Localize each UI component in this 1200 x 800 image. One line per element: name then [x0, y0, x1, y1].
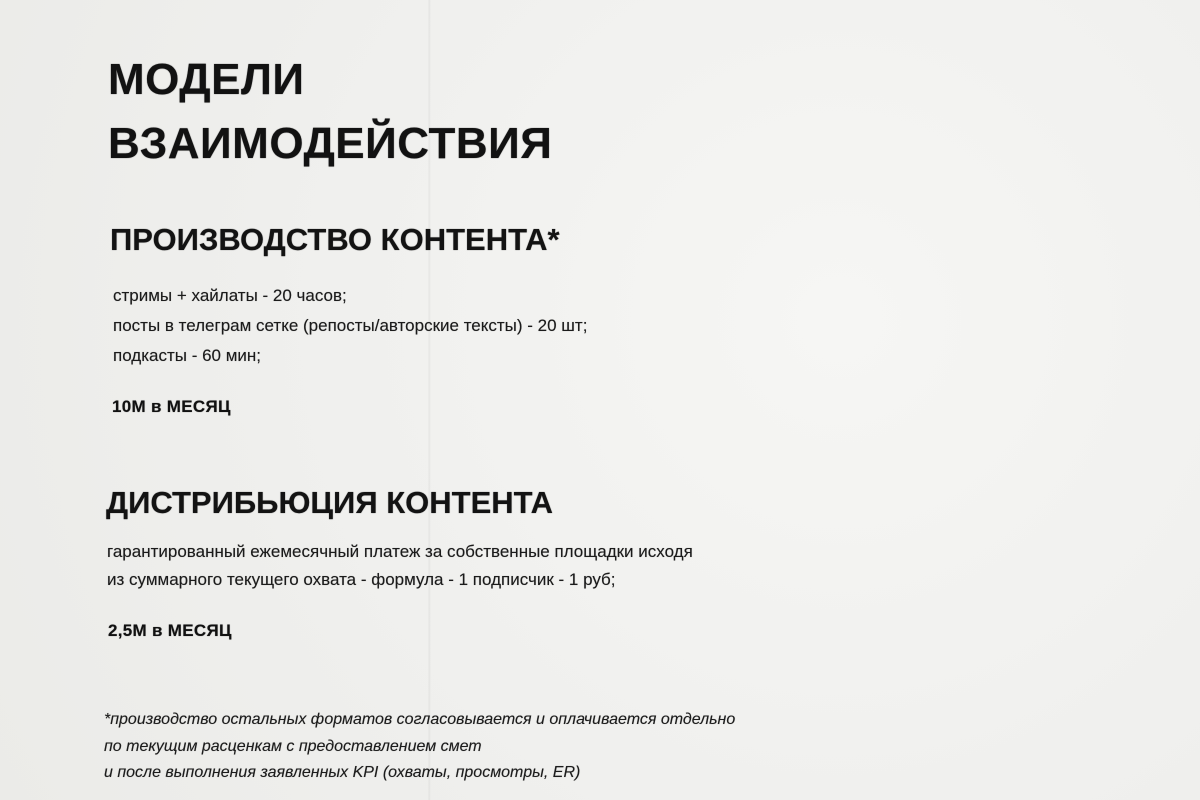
- production-heading: ПРОИЗВОДСТВО КОНТЕНТА*: [110, 222, 560, 257]
- footnote-line-1: *производство остальных форматов согласовывается и оплачивается отдельно: [104, 711, 736, 728]
- footnote-line-2: по текущим расценкам с предоставлением смет: [104, 738, 482, 755]
- production-item-posts: посты в телеграм сетке (репосты/авторские тексты) - 20 шт;: [113, 316, 588, 335]
- footnote-line-3: и после выполнения заявленных KPI (охваты, просмотры, ER): [104, 764, 581, 781]
- distribution-heading: ДИСТРИБЬЮЦИЯ КОНТЕНТА: [106, 485, 554, 520]
- page-title-line-1: МОДЕЛИ: [108, 55, 305, 104]
- production-item-podcasts: подкасты - 60 мин;: [113, 346, 262, 365]
- distribution-price: 2,5М в МЕСЯЦ: [108, 621, 232, 640]
- production-item-streams: стримы + хайлаты - 20 часов;: [113, 286, 347, 305]
- distribution-text-line-1: гарантированный ежемесячный платеж за собственные площадки исходя: [107, 542, 693, 561]
- distribution-text-line-2: из суммарного текущего охвата - формула - 1 подписчик - 1 руб;: [107, 570, 616, 589]
- page-title-line-2: ВЗАИМОДЕЙСТВИЯ: [108, 119, 553, 168]
- production-price: 10М в МЕСЯЦ: [112, 397, 231, 416]
